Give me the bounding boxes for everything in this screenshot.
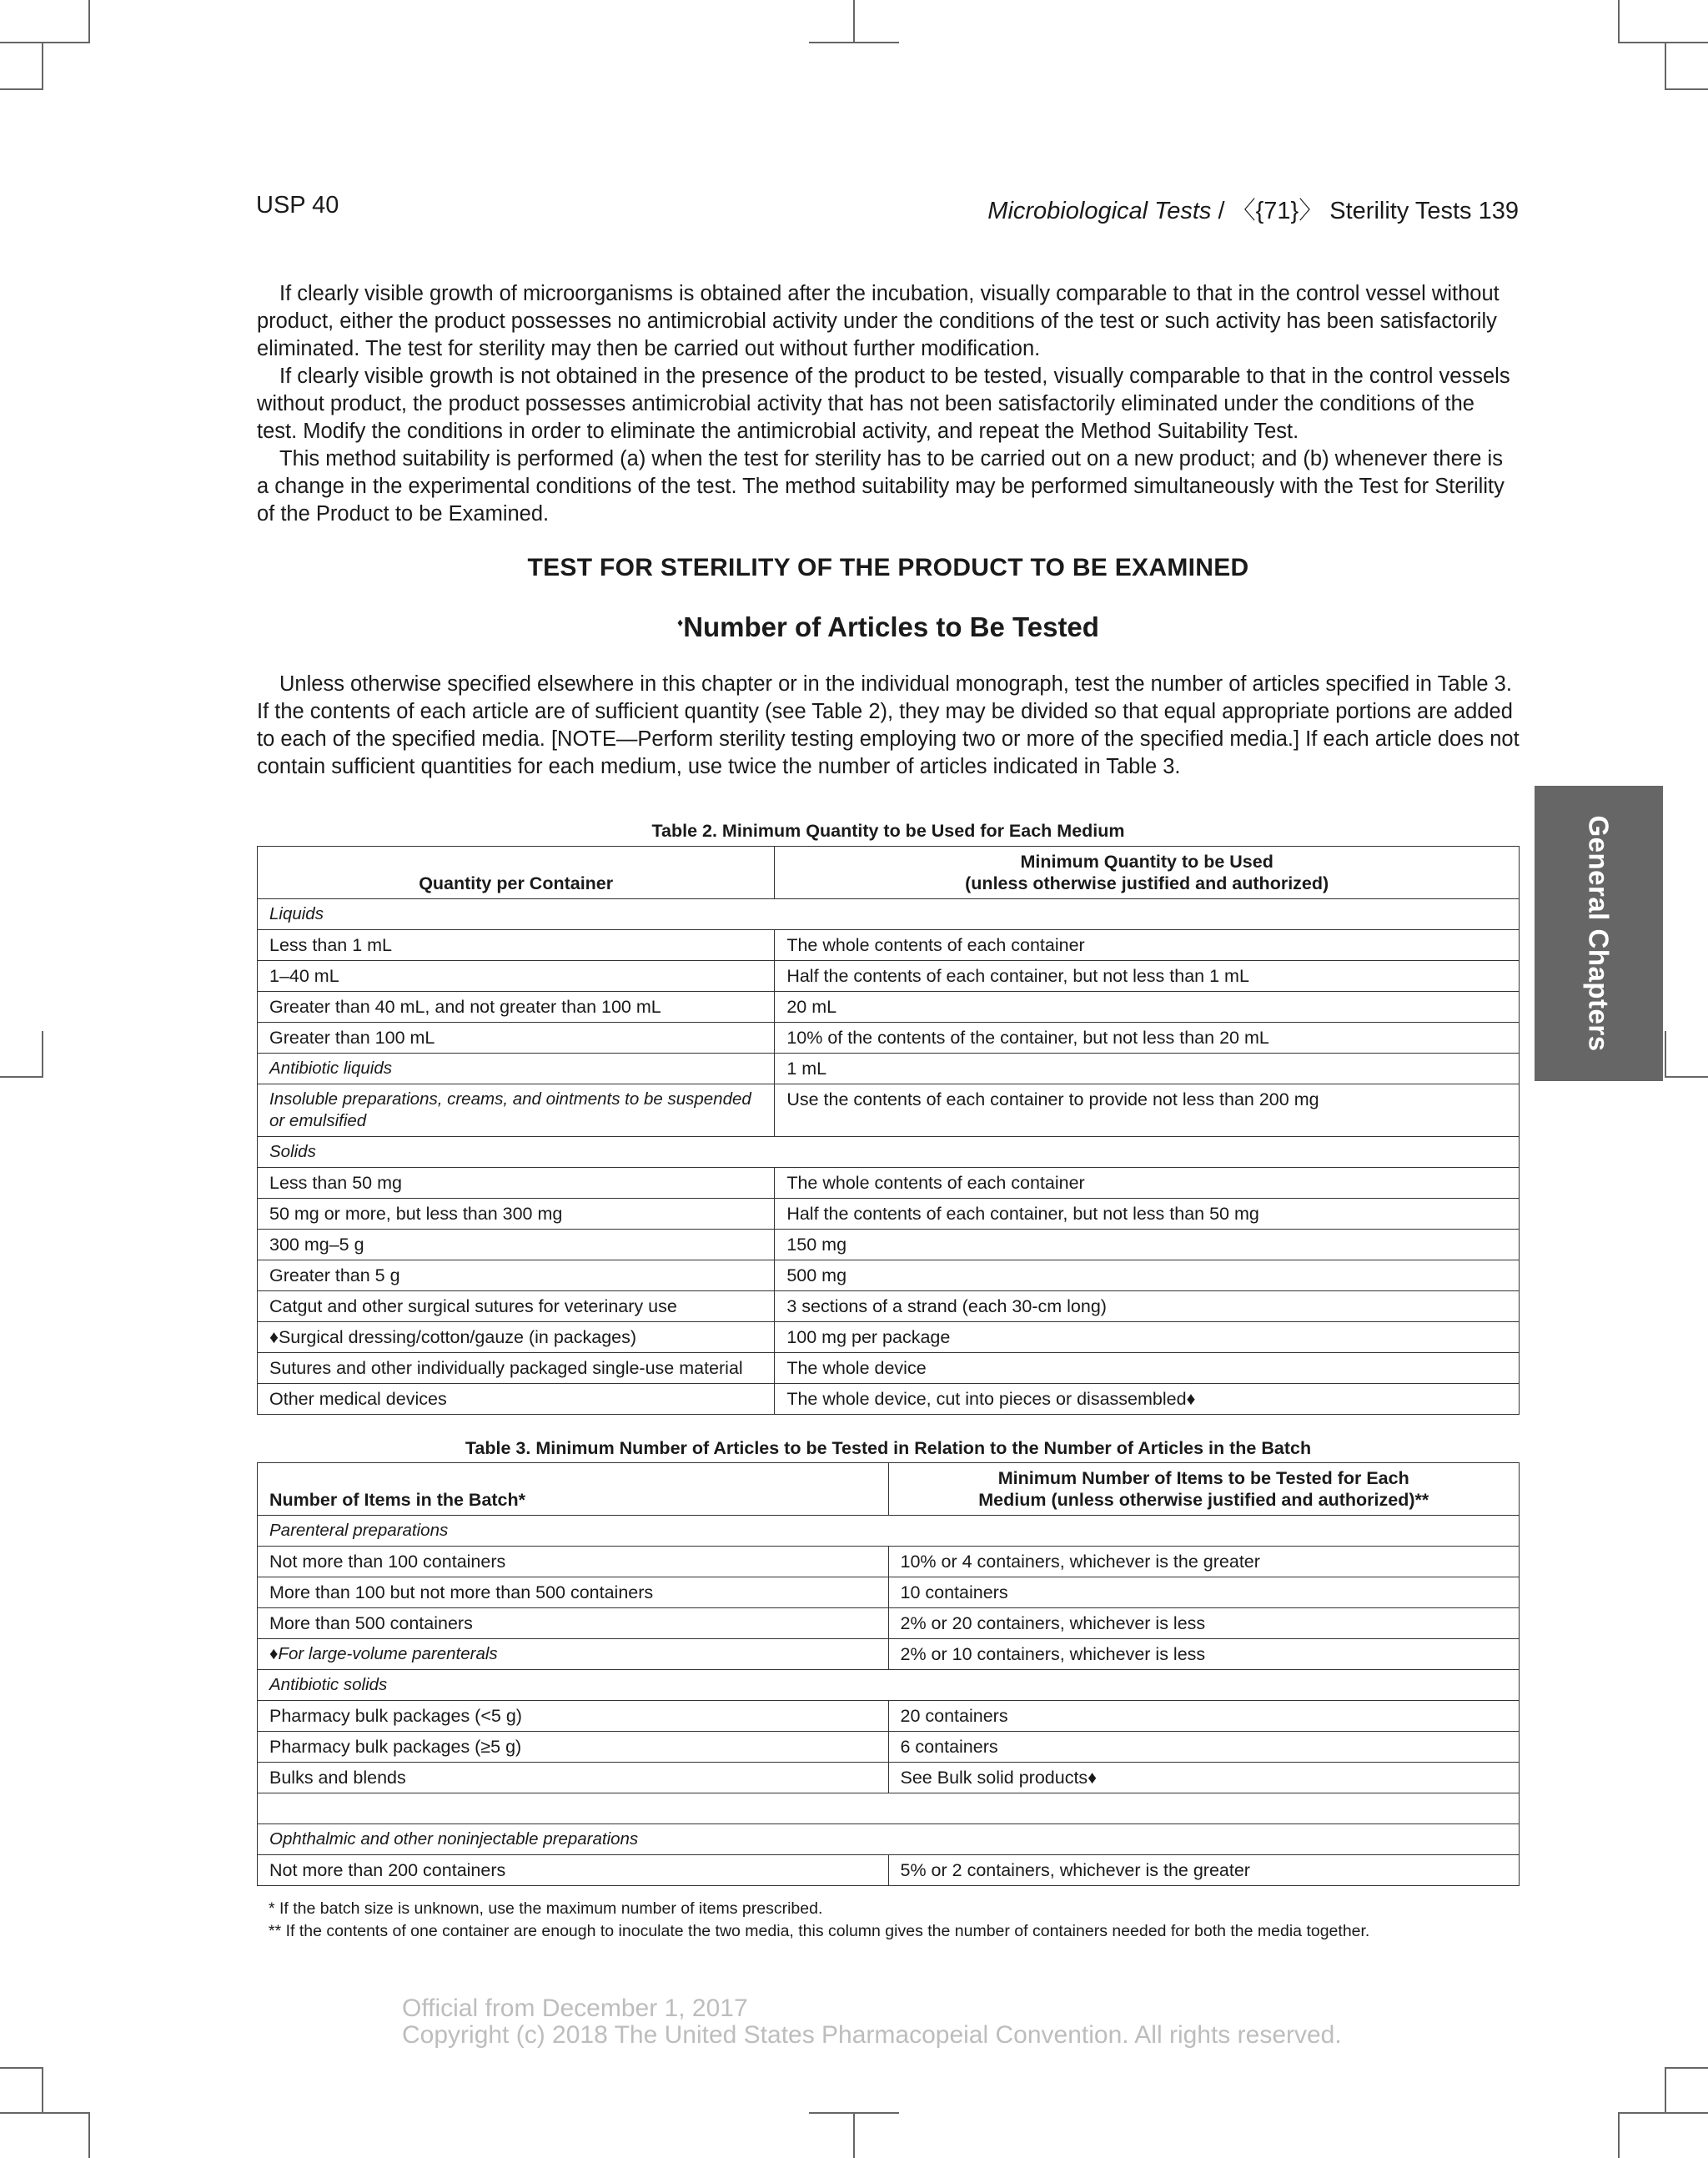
table3-row <box>258 1608 1520 1639</box>
table3-cell-item: More than 100 but not more than 500 containers <box>258 1577 889 1608</box>
table2-row <box>258 961 1520 992</box>
table2-cell-value: 20 mL <box>775 992 1520 1023</box>
table2-caption: Table 2. Minimum Quantity to be Used for Each Medium <box>651 821 1125 841</box>
table3-cell-item: Pharmacy bulk packages (≥5 g) <box>258 1732 889 1763</box>
table3-row <box>258 1701 1520 1732</box>
table3-row <box>258 1855 1520 1886</box>
table2-row <box>258 1054 1520 1084</box>
table2-col2-line2: (unless otherwise justified and authorized) <box>965 873 1329 893</box>
table2-row <box>258 1137 1520 1168</box>
table2-cell-item: Less than 1 mL <box>258 930 775 961</box>
table3-row <box>258 1516 1520 1547</box>
table2-cell-item: Insoluble preparations, creams, and ointments to be suspended or emulsified <box>258 1084 775 1137</box>
table2-group-label: Liquids <box>258 899 1520 930</box>
table3-group-label: Parenteral preparations <box>258 1516 1520 1547</box>
table3 <box>257 1462 1520 1886</box>
table3-group-label: Antibiotic solids <box>258 1670 1520 1701</box>
table2-row <box>258 1260 1520 1291</box>
table3-cell-item: More than 500 containers <box>258 1608 889 1639</box>
table3-col1-header: Number of Items in the Batch* <box>258 1463 889 1516</box>
section-title: TEST FOR STERILITY OF THE PRODUCT TO BE EXAMINED <box>527 554 1249 581</box>
table2-cell-item: Greater than 100 mL <box>258 1023 775 1054</box>
table2-row <box>258 930 1520 961</box>
footnote: * If the batch size is unknown, use the maximum number of items prescribed. <box>269 1899 823 1918</box>
table2-col1-header: Quantity per Container <box>258 847 775 899</box>
table2-cell-value: Use the contents of each container to provide not less than 200 mg <box>775 1084 1520 1137</box>
table2-cell-item: 300 mg–5 g <box>258 1230 775 1260</box>
table3-cell-item: Not more than 200 containers <box>258 1855 889 1886</box>
table2-cell-value: Half the contents of each container, but not less than 50 mg <box>775 1199 1520 1230</box>
number-text <box>257 671 1520 781</box>
table3-cell-value: See Bulk solid products♦ <box>888 1763 1520 1793</box>
table3-row <box>258 1639 1520 1670</box>
table2-row <box>258 1230 1520 1260</box>
intro-text <box>257 280 1520 528</box>
table3-col2-header <box>888 1463 1520 1516</box>
table3-cell-value: 5% or 2 containers, whichever is the greater <box>888 1855 1520 1886</box>
table2-cell-item: 50 mg or more, but less than 300 mg <box>258 1199 775 1230</box>
table3-row <box>258 1670 1520 1701</box>
table3-group-label: Ophthalmic and other noninjectable preparations <box>258 1824 1520 1855</box>
header-chapter-italic: Microbiological Tests <box>987 198 1212 224</box>
intro-paragraph: If clearly visible growth of microorganisms is obtained after the incubation, visually comparable to that in the control vessel without product, either the product possesses no antimicrobial activity under the conditions of the test or such activity has been satisfactorily eliminated. The test for sterility may then be carried out without further modification. <box>257 282 1500 360</box>
table2-cell-item: Antibiotic liquids <box>258 1054 775 1084</box>
table2-cell-value: 1 mL <box>775 1054 1520 1084</box>
table2-cell-value: The whole device <box>775 1353 1520 1384</box>
table3-cell-item: Bulks and blends <box>258 1763 889 1793</box>
table3-cell-value: 2% or 20 containers, whichever is less <box>888 1608 1520 1639</box>
side-tab <box>1535 786 1663 1081</box>
table3-cell-item: ♦For large-volume parenterals <box>258 1639 889 1670</box>
running-header-left: USP 40 <box>256 192 339 219</box>
table3-row <box>258 1577 1520 1608</box>
diamond-icon: ♦ <box>677 616 684 629</box>
table3-header-row <box>258 1463 1520 1516</box>
table2-cell-item: ♦Surgical dressing/cotton/gauze (in packages) <box>258 1322 775 1353</box>
side-tab-label: General Chapters <box>1584 815 1615 1052</box>
table2-cell-item: Catgut and other surgical sutures for veterinary use <box>258 1291 775 1322</box>
intro-paragraph: If clearly visible growth is not obtained in the presence of the product to be tested, visually comparable to that in the control vessels without product, the product possesses antimicrobial activity that has not been satisfactorily eliminated under the conditions of the test. Modify the conditions in order to eliminate the antimicrobial activity, and repeat the Method Suitability Test. <box>257 365 1510 443</box>
table3-row <box>258 1547 1520 1577</box>
table2-row <box>258 1168 1520 1199</box>
table2-cell-item: Less than 50 mg <box>258 1168 775 1199</box>
table2-cell-value: The whole device, cut into pieces or disassembled♦ <box>775 1384 1520 1415</box>
table2-row <box>258 1291 1520 1322</box>
table2-cell-item: Greater than 40 mL, and not greater than 100 mL <box>258 992 775 1023</box>
table3-cell-item: Not more than 100 containers <box>258 1547 889 1577</box>
table3-cell-value: 20 containers <box>888 1701 1520 1732</box>
watermark-line2: Copyright (c) 2018 The United States Pharmacopeial Convention. All rights reserved. <box>402 2021 1342 2049</box>
table3-footnotes <box>269 1898 1369 1943</box>
intro-paragraph: This method suitability is performed (a) when the test for sterility has to be carried out on a new product; and (b) whenever there is a change in the experimental conditions of the test. The method suitability may be performed simultaneously with the Test for Sterility of the Product to be Examined. <box>257 447 1505 526</box>
subsection-title-text: Number of Articles to Be Tested <box>683 611 1099 642</box>
table2-group-label: Solids <box>258 1137 1520 1168</box>
table2-cell-item: Sutures and other individually packaged single-use material <box>258 1353 775 1384</box>
table2-cell-value: The whole contents of each container <box>775 1168 1520 1199</box>
table3-row <box>258 1793 1520 1824</box>
number-paragraph: Unless otherwise specified elsewhere in this chapter or in the individual monograph, test the number of articles specified in Table 3. If the contents of each article are of sufficient quantity (see Table 2), they may be divided so that equal appropriate portions are added to each of the specified media. [NOTE—Perform sterility testing employing two or more of the specified media.] If each article does not contain sufficient quantities for each medium, use twice the number of articles indicated in Table 3. <box>257 672 1520 778</box>
table2-cell-value: 10% of the contents of the container, but not less than 20 mL <box>775 1023 1520 1054</box>
table3-body <box>258 1516 1520 1886</box>
table2-cell-value: 150 mg <box>775 1230 1520 1260</box>
watermark-line1: Official from December 1, 2017 <box>402 1995 748 2022</box>
table2-row <box>258 992 1520 1023</box>
table3-group-label <box>258 1793 1520 1824</box>
table2-cell-value: The whole contents of each container <box>775 930 1520 961</box>
table3-caption: Table 3. Minimum Number of Articles to be Tested in Relation to the Number of Articles in the Batch <box>465 1438 1312 1458</box>
table2-cell-value: 100 mg per package <box>775 1322 1520 1353</box>
table2-cell-item: Other medical devices <box>258 1384 775 1415</box>
table2-cell-item: Greater than 5 g <box>258 1260 775 1291</box>
table2-col2-line1: Minimum Quantity to be Used <box>1020 852 1273 872</box>
table2-cell-value: 500 mg <box>775 1260 1520 1291</box>
table3-cell-value: 10 containers <box>888 1577 1520 1608</box>
table2-col2-header <box>775 847 1520 899</box>
table2-cell-item: 1–40 mL <box>258 961 775 992</box>
table3-col2-line2: Medium (unless otherwise justified and authorized)** <box>978 1490 1429 1510</box>
table2 <box>257 846 1520 1415</box>
table3-row <box>258 1824 1520 1855</box>
table2-cell-value: 3 sections of a strand (each 30-cm long) <box>775 1291 1520 1322</box>
table2-body <box>258 899 1520 1415</box>
table2-row <box>258 1023 1520 1054</box>
table3-row <box>258 1732 1520 1763</box>
table2-row <box>258 1353 1520 1384</box>
table3-row <box>258 1763 1520 1793</box>
header-chapter-rest: / 〈{71}〉 Sterility Tests 139 <box>1211 198 1519 224</box>
table3-cell-value: 6 containers <box>888 1732 1520 1763</box>
footnote: ** If the contents of one container are enough to inoculate the two media, this column gives the number of containers needed for both the media together. <box>269 1922 1370 1940</box>
table3-cell-value: 10% or 4 containers, whichever is the greater <box>888 1547 1520 1577</box>
table2-row <box>258 1322 1520 1353</box>
table2-row <box>258 1084 1520 1137</box>
table2-header-row <box>258 847 1520 899</box>
table3-cell-item: Pharmacy bulk packages (<5 g) <box>258 1701 889 1732</box>
table2-cell-value: Half the contents of each container, but not less than 1 mL <box>775 961 1520 992</box>
table2-row <box>258 1199 1520 1230</box>
table3-cell-value: 2% or 10 containers, whichever is less <box>888 1639 1520 1670</box>
running-header-right <box>987 192 1519 226</box>
subsection-title <box>257 611 1520 643</box>
table3-col2-line1: Minimum Number of Items to be Tested for Each <box>997 1468 1409 1488</box>
table2-row <box>258 899 1520 930</box>
table2-row <box>258 1384 1520 1415</box>
